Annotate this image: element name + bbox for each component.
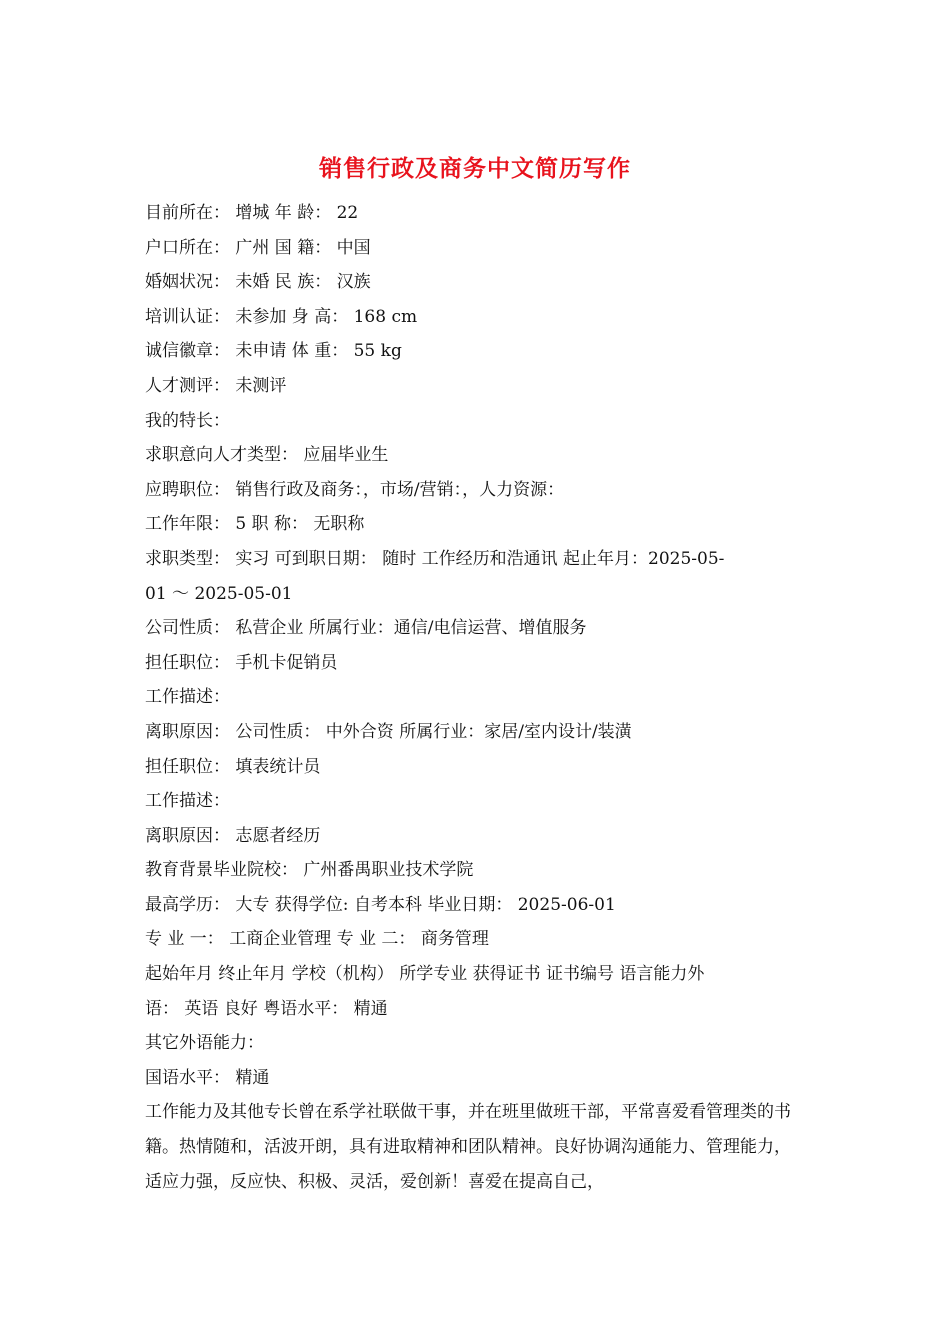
resume-line: 教育背景毕业院校： 广州番禺职业技术学院 — [145, 860, 474, 881]
document-title: 销售行政及商务中文简历写作 — [319, 155, 631, 182]
resume-line: 担任职位： 手机卡促销员 — [145, 652, 338, 673]
resume-line: 人才测评： 未测评 — [145, 375, 287, 396]
resume-line: 01 ～ 2025-05-01 — [145, 583, 293, 604]
resume-line: 公司性质： 私营企业 所属行业：通信/电信运营、增值服务 — [145, 618, 587, 639]
resume-line: 工作年限： 5 职 称： 无职称 — [145, 514, 365, 535]
resume-line: 语： 英语 良好 粤语水平： 精通 — [145, 998, 388, 1019]
resume-line: 求职类型： 实习 可到职日期： 随时 工作经历和浩通讯 起止年月：2025-05- — [145, 548, 725, 569]
resume-line: 专 业 一： 工商企业管理 专 业 二： 商务管理 — [145, 929, 489, 950]
resume-line: 其它外语能力： — [145, 1033, 264, 1054]
resume-line: 国语水平： 精通 — [145, 1067, 270, 1088]
resume-line: 起始年月 终止年月 学校（机构） 所学专业 获得证书 证书编号 语言能力外 — [145, 964, 705, 985]
resume-line: 工作描述： — [145, 687, 230, 708]
resume-line: 户口所在： 广州 国 籍： 中国 — [145, 237, 371, 258]
resume-line: 目前所在： 增城 年 龄： 22 — [145, 203, 359, 223]
resume-body — [145, 196, 810, 1199]
skills-paragraph: 工作能力及其他专长曾在系学社联做干事，并在班里做班干部，平常喜爱看管理类的书籍。热情随和，活波开朗，具有进取精神和团队精神。良好协调沟通能力、管理能力，适应力强，反应快、积极、灵活，爱创新！喜爱在提高自己， — [145, 1102, 791, 1192]
resume-line: 工作描述： — [145, 791, 230, 812]
resume-line: 我的特长： — [145, 410, 230, 431]
resume-line: 离职原因： 公司性质： 中外合资 所属行业：家居/室内设计/装潢 — [145, 721, 632, 742]
resume-line: 培训认证： 未参加 身 高： 168 cm — [145, 306, 418, 327]
resume-line: 最高学历： 大专 获得学位: 自考本科 毕业日期： 2025-06-01 — [145, 894, 616, 915]
resume-line: 应聘职位： 销售行政及商务：，市场/营销：，人力资源： — [145, 479, 565, 500]
resume-line: 婚姻状况： 未婚 民 族： 汉族 — [145, 272, 371, 293]
resume-line: 求职意向人才类型： 应届毕业生 — [145, 445, 389, 466]
resume-line: 离职原因： 志愿者经历 — [145, 825, 321, 846]
resume-line: 诚信徽章： 未申请 体 重： 55 kg — [145, 341, 402, 362]
resume-line: 担任职位： 填表统计员 — [145, 756, 321, 777]
